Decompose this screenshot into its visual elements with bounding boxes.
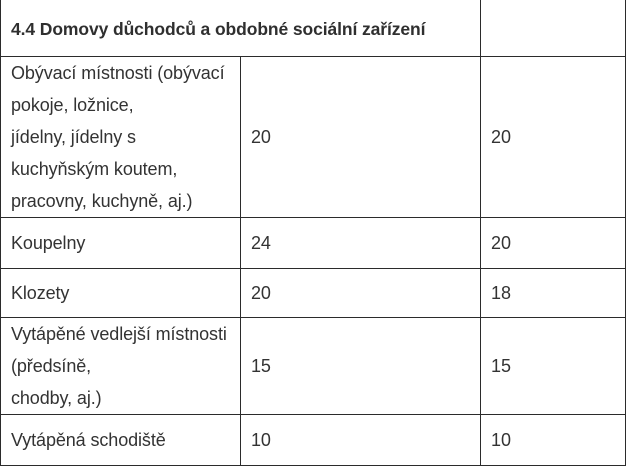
section-heading-row	[1, 0, 626, 57]
room-type-line: Vytápěná schodiště	[11, 430, 166, 450]
value-2-cell: 10	[481, 415, 626, 466]
room-type-line: Klozety	[11, 283, 70, 303]
room-type-line: Koupelny	[11, 233, 86, 253]
table-row	[1, 218, 626, 269]
room-type-line: chodby, aj.)	[11, 388, 102, 408]
value-2-cell: 20	[481, 218, 626, 269]
room-type-cell	[1, 218, 241, 269]
value-2-cell: 15	[481, 318, 626, 415]
room-type-cell	[1, 318, 241, 415]
table-row	[1, 318, 626, 415]
room-type-line: jídelny, jídelny s kuchyňským koutem,	[11, 127, 178, 179]
table-row	[1, 269, 626, 318]
value-1-cell: 24	[241, 218, 481, 269]
value-2-cell: 20	[481, 57, 626, 218]
value-1-cell: 15	[241, 318, 481, 415]
room-type-cell	[1, 57, 241, 218]
value-1-cell: 20	[241, 269, 481, 318]
value-2-cell: 18	[481, 269, 626, 318]
room-type-line: Vytápěné vedlejší místnosti (předsíně,	[11, 324, 227, 376]
room-type-cell	[1, 415, 241, 466]
value-1-cell: 10	[241, 415, 481, 466]
room-type-line: pracovny, kuchyně, aj.)	[11, 191, 193, 211]
table-row	[1, 415, 626, 466]
room-type-cell	[1, 269, 241, 318]
value-1-cell: 20	[241, 57, 481, 218]
section-heading: 4.4 Domovy důchodců a obdobné sociální zařízení	[1, 0, 481, 57]
room-type-line: Obývací místnosti (obývací pokoje, ložnice,	[11, 63, 225, 115]
table-row	[1, 57, 626, 218]
empty-cell	[481, 0, 626, 57]
